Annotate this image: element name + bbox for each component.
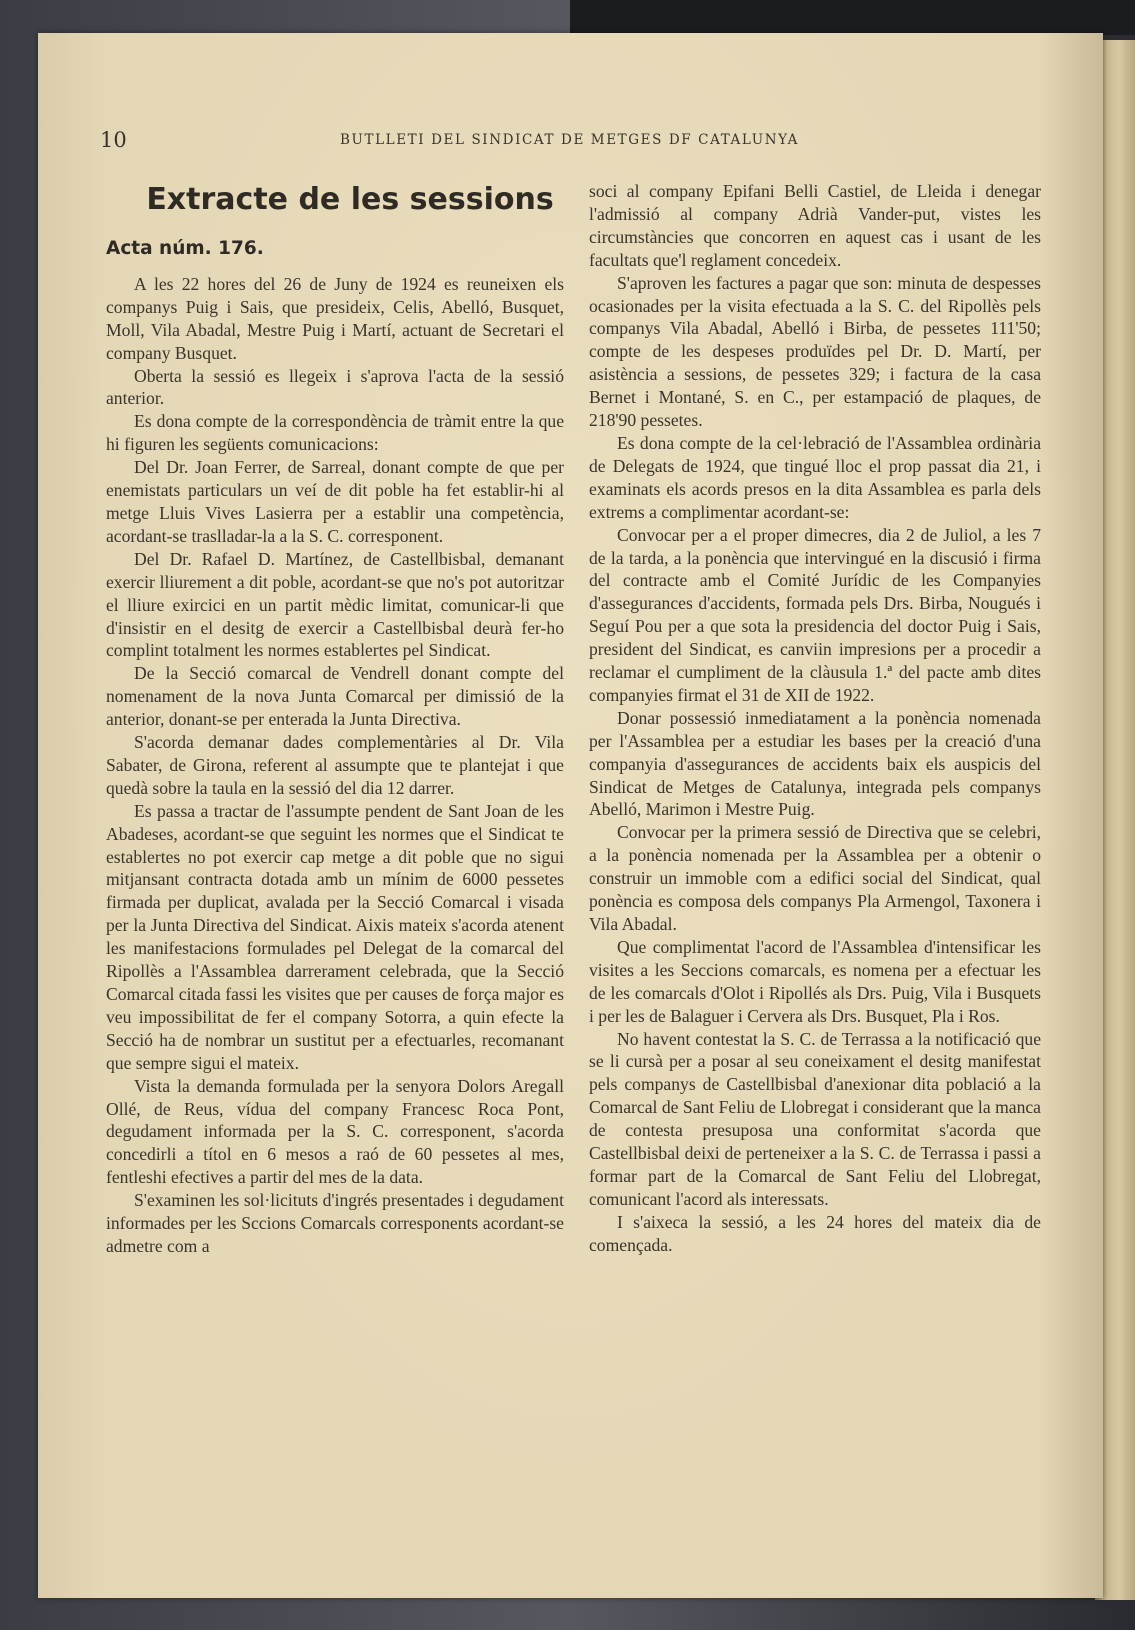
paragraph: De la Secció comarcal de Vendrell donant compte del nomenament de la nova Junta Comarcal per dimissió de la anterior, donant-se per enterada la Junta Directiva. [106,663,564,730]
paragraph: Es passa a tractar de l'assumpte pendent de Sant Joan de les Abadeses, acordant-se que seguint les normes que el Sindicat te establertes no pot exercir cap metge a dit poble que no sigui mitjansant contracta dotada amb un mínim de 6000 pessetes firmada per duplicat, avalada per la Secció Comarcal i visada per la Junta Directiva del Sindicat. Aixis mateix s'acorda atenent les manifestacions formulades pel Delegat de la comarcal del Ripollès a l'Assamblea darrerament celebrada, que la Secció Comarcal citada fassi les visites que per causes de força major es veu impossibilitat de fer el company Sotorra, a quin efecte la Secció ha de nombrar un sustitut per a efectuarles, recomanant que sempre sigui el mateix. [106,800,564,1073]
paragraph: Que complimentat l'acord de l'Assamblea d'intensificar les visites a les Seccions comarcals, es nomena per a efectuar les de les comarcals d'Olot i Ripollés als Drs. Puig, Vila i Busquets i per les de Balaguer i Cervera als Drs. Busquet, Pla i Ros. [589,936,1041,1026]
running-title: BUTLLETI DEL SINDICAT DE METGES DF CATALUNYA [340,132,799,148]
paragraph: Del Dr. Rafael D. Martínez, de Castellbisbal, demanant exercir lliurement a dit poble, acordant-se que no's pot autoritzar el lliure exircici en un partit mèdic limitat, comunicar-li que d'insistir en el desitg de exercir a Castellbisbal deurà fer-ho complint totalment les normes establertes pel Sindicat. [106,548,564,661]
paragraph: Es dona compte de la cel·lebració de l'Assamblea ordinària de Delegats de 1924, que tingué lloc el prop passat dia 21, i examinats els acords presos en la dita Assamblea es parla dels extrems a complimentar acordant-se: [589,432,1041,522]
page-header [100,128,1000,158]
paragraph: S'acorda demanar dades complementàries al Dr. Vila Sabater, de Girona, referent al assumpte que te plantejat i que quedà sobre la taula en la sessió del dia 12 darrer. [106,732,564,798]
paragraph: I s'aixeca la sessió, a les 24 hores del mateix dia de començada. [589,1211,1041,1255]
acta-heading: Acta núm. 176. [106,238,264,259]
article-title: Extracte de les sessions [146,182,554,217]
paragraph: Convocar per la primera sessió de Directiva que se celebri, a la ponència nomenada per la Assamblea per a obtenir o construir un immoble com a edifici social del Sindicat, qual ponència es composa dels companys Pla Armengol, Taxonera i Vila Abadal. [589,822,1041,934]
paragraph: soci al company Epifani Belli Castiel, de Lleida i denegar l'admissió al company Adrià Vander-put, vistes les circumstàncies que concorren en aquest cas i usant de les facultats que'l reglament concedeix. [589,181,1041,270]
paragraph: Convocar per a el proper dimecres, dia 2 de Juliol, a les 7 de la tarda, a la ponència que intervingué en la discusió i firma del contracte amb el Comité Jurídic de les Companyies d'assegurances d'accidents, formada pels Drs. Birba, Nougués i Seguí Pou per a que sota la presidencia del doctor Puig i Sais, president del Sindicat, es canviin impresions per a procedir a reclamar el cumpliment de la clàusula 1.ª del pacte amb dites companyies firmat el 31 de XII de 1922. [589,524,1041,705]
paragraph: No havent contestat la S. C. de Terrassa a la notificació que se li cursà per a posar al seu coneixament el desitg manifestat pels companys de Castellbisbal d'anexionar dita població a la Comarcal de Sant Feliu de Llobregat i considerant que la manca de contesta presuposa una conformitat s'acorda que Castellbisbal deixi de perteneixer a la S. C. de Terrassa i passi a formar part de la Comarcal de Sant Feliu del Llobregat, comunicant l'acord als interessats. [589,1028,1041,1209]
page-number: 10 [100,128,127,152]
right-column [589,180,1041,1257]
paragraph: S'examinen les sol·licituts d'ingrés presentades i degudament informades per les Sccions Comarcals corresponents acordant-se admetre com a [106,1190,564,1256]
paragraph: Vista la demanda formulada per la senyora Dolors Aregall Ollé, de Reus, vídua del company Francesc Roca Pont, degudament informada per la S. C. corresponent, s'acorda concedirli a títol en 6 mesos a raó de 60 pessetes al mes, fentleshi efectives a partir del mes de la data. [106,1075,564,1188]
paragraph: Donar possessió inmediatament a la ponència nomenada per l'Assamblea per a estudiar les bases per la creació d'una companyia d'assegurances de accidents baix els auspicis del Sindicat de Metges de Catalunya, integrada pels companys Abelló, Marimon i Mestre Puig. [589,707,1041,820]
paragraph: A les 22 hores del 26 de Juny de 1924 es reuneixen els companys Puig i Sais, que presideix, Celis, Abelló, Busquet, Moll, Vila Abadal, Mestre Puig i Martí, actuant de Secretari el company Busquet. [106,273,564,363]
paragraph: S'aproven les factures a pagar que son: minuta de despesses ocasionades per la visita efectuada a la S. C. del Ripollès pels companys Vila Abadal, Abelló i Birba, de pessetes 111'50; compte de les despeses produïdes pel Dr. D. Martí, per asistència a sessions, de pessetes 329; i factura de la casa Bernet i Montané, S. en C., per estampació de plaques, de 218'90 pessetes. [589,272,1041,431]
paragraph: Del Dr. Joan Ferrer, de Sarreal, donant compte de que per enemistats particulars un veí de dit poble ha fet establir-hi al metge Lluis Vives Lasierra per a establir una competència, acordant-se traslladar-la a la S. C. corresponent. [106,457,564,546]
scan-dark-corner [570,0,1135,35]
left-column [106,180,564,1258]
paragraph: Oberta la sessió es llegeix i s'aprova l'acta de la sessió anterior. [106,365,564,409]
paragraph: Es dona compte de la correspondència de tràmit entre la que hi figuren les següents comunicacions: [106,411,564,455]
